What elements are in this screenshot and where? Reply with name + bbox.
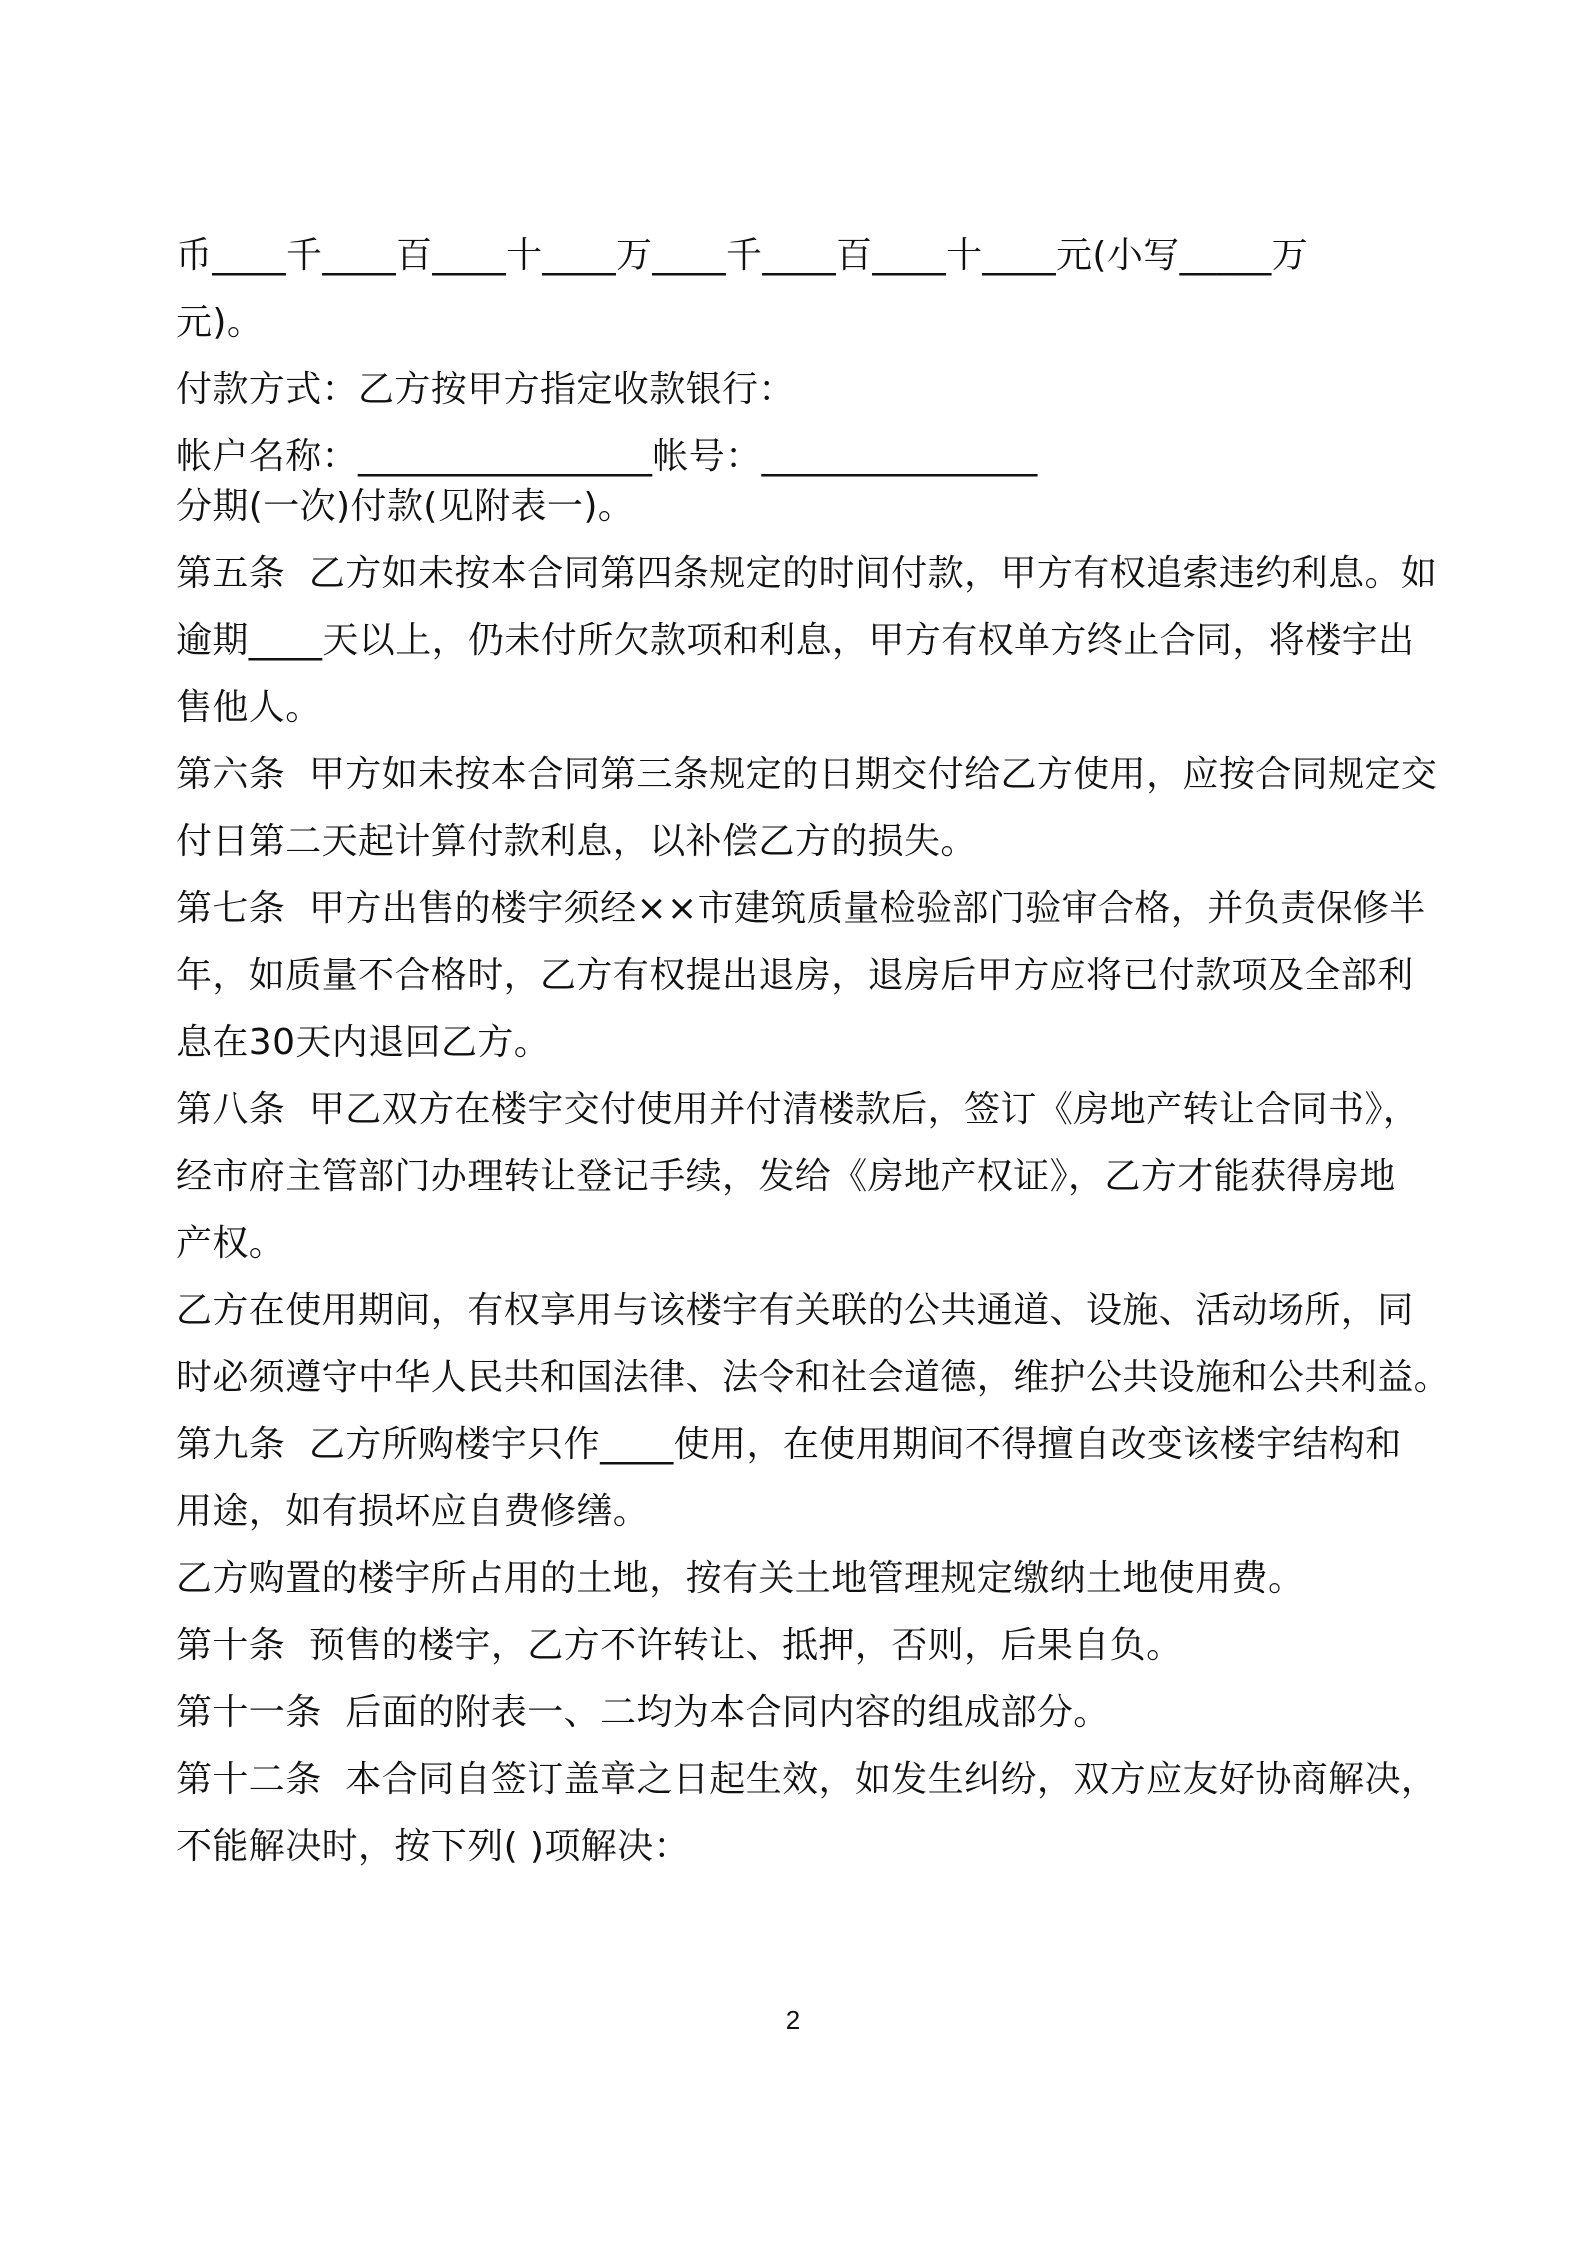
text-line: 乙方购置的楼宇所占用的土地，按有关土地管理规定缴纳土地使用费。 xyxy=(176,1558,1305,1599)
text-line: 分期(一次)付款(见附表一)。 xyxy=(176,486,635,527)
text-line: 产权。 xyxy=(176,1223,286,1264)
text-line: 逾期____天以上，仍未付所欠款项和利息，甲方有权单方终止合同，将楼宇出 xyxy=(176,620,1415,661)
document-body xyxy=(176,232,1456,1890)
text-line: 第十条 预售的楼宇，乙方不许转让、抵押，否则，后果自负。 xyxy=(176,1625,1183,1666)
text-line: 第七条 甲方出售的楼宇须经××市建筑质量检验部门验审合格，并负责保修半 xyxy=(176,888,1426,929)
text-line: 经市府主管部门办理转让登记手续，发给《房地产权证》，乙方才能获得房地 xyxy=(176,1156,1396,1197)
text-line: 第六条 甲方如未按本合同第三条规定的日期交付给乙方使用，应按合同规定交 xyxy=(176,754,1438,795)
page-number: 2 xyxy=(785,2005,801,2035)
text-line: 帐户名称：________________帐号：_______________ xyxy=(176,436,1038,477)
text-line: 第八条 甲乙双方在楼宇交付使用并付清楼款后，签订《房地产转让合同书》， xyxy=(176,1089,1420,1130)
text-line: 售他人。 xyxy=(176,687,322,728)
text-line: 付日第二天起计算付款利息，以补偿乙方的损失。 xyxy=(176,821,977,862)
text-line: 息在30天内退回乙方。 xyxy=(176,1022,551,1063)
text-line: 元)。 xyxy=(176,302,264,343)
text-line: 时必须遵守中华人民共和国法律、法令和社会道德，维护公共设施和公共利益。 xyxy=(176,1357,1451,1398)
text-line: 第五条 乙方如未按本合同第四条规定的时间付款，甲方有权追索违约利息。如 xyxy=(176,553,1438,594)
text-line: 年，如质量不合格时，乙方有权提出退房，退房后甲方应将已付款项及全部利 xyxy=(176,955,1414,996)
text-line: 付款方式：乙方按甲方指定收款银行： xyxy=(176,369,795,410)
text-line: 第九条 乙方所购楼宇只作____使用，在使用期间不得擅自改变该楼宇结构和 xyxy=(176,1424,1402,1465)
text-line: 币____千____百____十____万____千____百____十____元(小写_____万 xyxy=(176,235,1309,276)
text-line: 用途，如有损坏应自费修缮。 xyxy=(176,1491,650,1532)
text-line: 不能解决时，按下列( )项解决： xyxy=(176,1826,690,1867)
text-line: 第十二条 本合同自签订盖章之日起生效，如发生纠纷，双方应友好协商解决， xyxy=(176,1759,1438,1800)
text-line: 第十一条 后面的附表一、二均为本合同内容的组成部分。 xyxy=(176,1692,1110,1733)
text-line: 乙方在使用期间，有权享用与该楼宇有关联的公共通道、设施、活动场所，同 xyxy=(176,1290,1414,1331)
